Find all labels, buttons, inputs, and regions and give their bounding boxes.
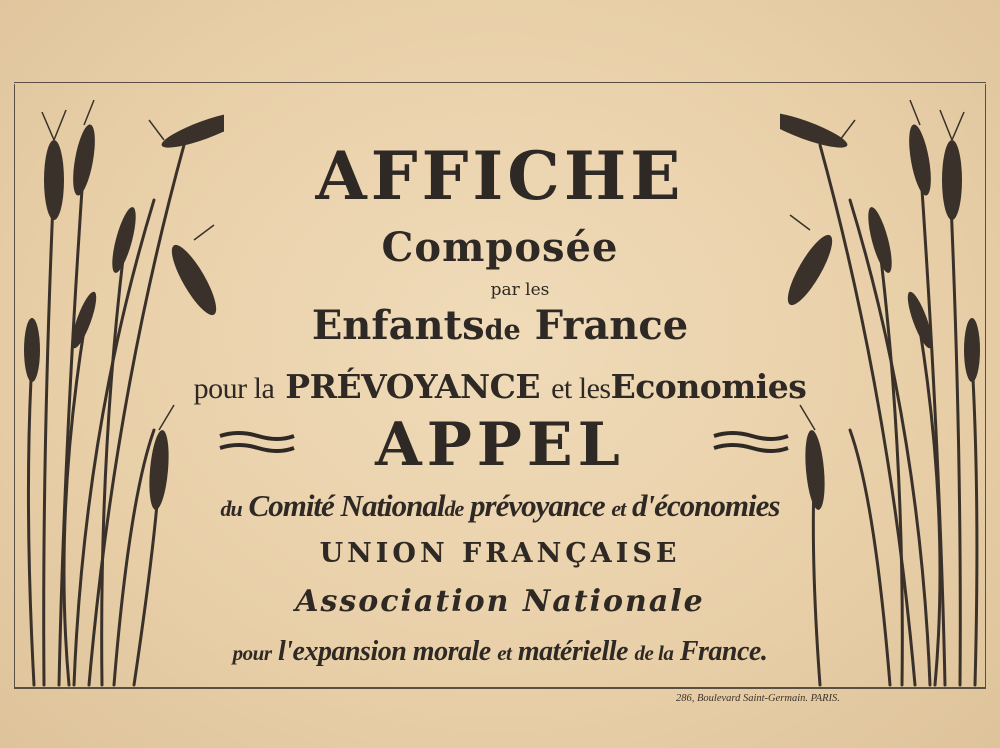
heading-appel: APPEL (375, 410, 625, 480)
text-prevoyance-line (0, 364, 1000, 412)
text-pour-la: pour la (193, 372, 275, 405)
text-comite-national: Comité National (248, 488, 445, 523)
text-de-2: de (444, 496, 464, 521)
text-et-les: et les (551, 372, 611, 405)
text-expansion-line (0, 634, 1000, 671)
text-expansion-morale: l'expansion morale (278, 636, 491, 667)
text-association-nationale: Association Nationale (295, 584, 705, 619)
text-france-2: France. (679, 636, 768, 667)
right-ornament-dash (712, 428, 790, 456)
text-union-francaise: UNION FRANÇAISE (319, 538, 681, 569)
text-et: et (611, 496, 626, 521)
text-enfants: Enfants (311, 302, 485, 349)
text-et-2: et (497, 641, 512, 665)
text-pour: pour (232, 641, 272, 665)
text-du: du (220, 496, 242, 521)
text-prevoyance-2: prévoyance (470, 488, 605, 523)
text-par-les: par les (490, 280, 550, 300)
text-economies-2: d'économies (632, 488, 780, 523)
printer-address: 286, Boulevard Saint-Germain. PARIS. (676, 693, 840, 704)
text-materielle: matérielle (517, 636, 628, 667)
text-enfants-de-france (0, 298, 1000, 359)
text-france: France (534, 302, 689, 349)
text-de-la: de la (634, 641, 674, 665)
title-affiche: AFFICHE (315, 137, 685, 215)
subtitle-composee: Composée (381, 224, 619, 271)
text-de: de (484, 315, 521, 346)
top-rule (14, 82, 986, 83)
text-economies: Economies (610, 367, 807, 406)
text-comite-line (0, 486, 1000, 529)
text-prevoyance: PRÉVOYANCE (285, 367, 541, 406)
